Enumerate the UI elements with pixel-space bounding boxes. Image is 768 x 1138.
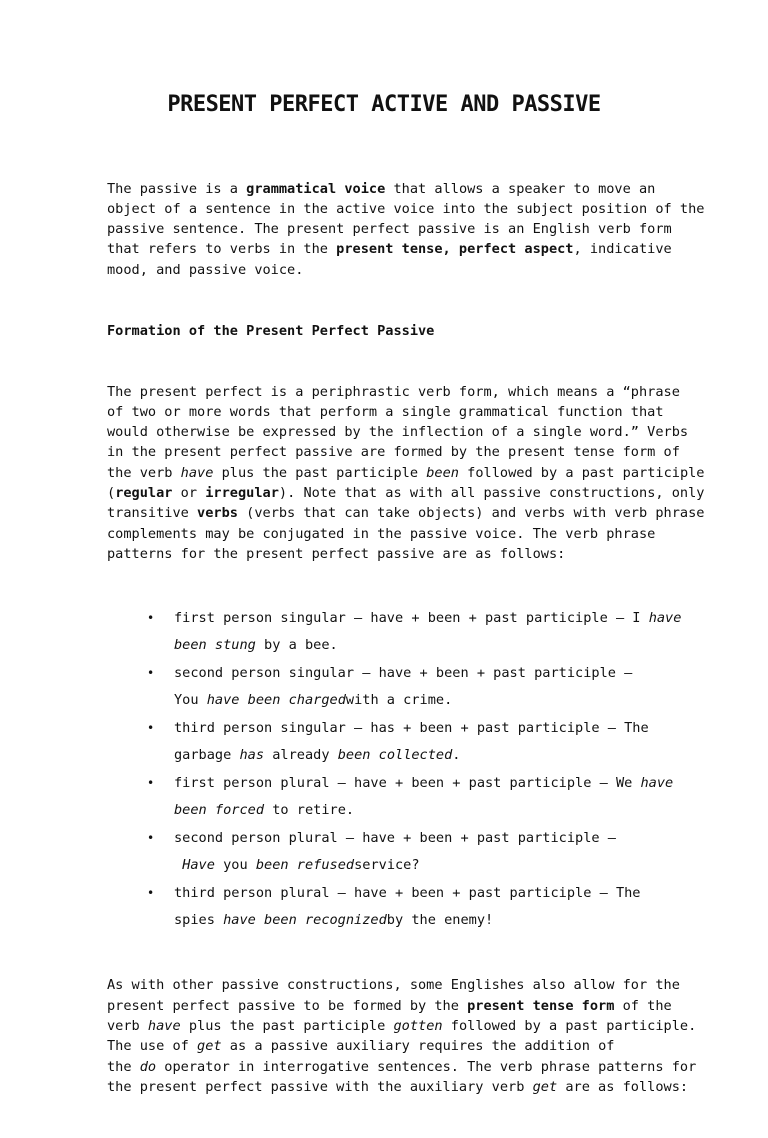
text-run: passive sentence. The present perfect passive is an English verb form — [107, 221, 672, 238]
bullet-icon: • — [147, 775, 155, 790]
closing-line — [107, 1077, 689, 1097]
text-run: are as follows: — [557, 1078, 689, 1095]
closing-line — [107, 1016, 697, 1036]
list-item — [107, 880, 667, 935]
closing-line — [107, 1057, 697, 1077]
bullet-icon: • — [147, 885, 155, 900]
list-item-line — [174, 742, 667, 770]
formation-paragraph — [107, 382, 705, 565]
section-heading: Formation of the Present Perfect Passive — [107, 322, 435, 339]
text-run: been forced — [174, 802, 265, 819]
list-item — [107, 825, 667, 880]
formation-line — [107, 503, 705, 523]
intro-line — [107, 260, 667, 280]
list-item-line — [174, 605, 682, 633]
text-run: grammatical voice — [246, 180, 386, 197]
closing-line — [107, 1036, 667, 1056]
text-run: third person singular – has + been + past participle – The — [174, 719, 649, 736]
text-run: patterns for the present perfect passive are as follows: — [107, 545, 566, 562]
text-run: operator in interrogative sentences. The verb phrase patterns for — [156, 1058, 697, 1075]
formation-line — [107, 524, 667, 544]
text-run: been stung — [174, 637, 256, 654]
text-run: been collected — [337, 747, 453, 764]
text-run: mood, and passive voice. — [107, 261, 304, 278]
verb-pattern-list — [107, 605, 682, 935]
formation-line — [107, 442, 680, 462]
text-run: the present perfect passive with the auxiliary verb — [107, 1078, 533, 1095]
formation-line — [107, 544, 667, 564]
text-run: second person plural – have + been + past participle – — [174, 829, 616, 846]
text-run: plus the past participle — [213, 464, 427, 481]
text-run: have been recognized — [223, 912, 387, 929]
closing-paragraph — [107, 975, 697, 1097]
text-run: ). Note that as with all passive constructions, only — [278, 485, 705, 502]
text-run: you — [214, 857, 256, 874]
list-item — [107, 605, 682, 660]
text-run: by a bee. — [255, 637, 338, 654]
text-run: plus the past participle — [180, 1018, 394, 1035]
text-run: garbage — [174, 747, 240, 764]
text-run: present tense form — [467, 997, 615, 1014]
list-item — [107, 660, 667, 715]
text-run: You — [174, 692, 207, 709]
list-item — [107, 715, 667, 770]
list-item-line — [174, 797, 667, 825]
text-run: The passive is a — [107, 180, 247, 197]
text-run: that refers to verbs in the — [107, 241, 337, 258]
list-item-line — [174, 770, 674, 798]
formation-line — [107, 483, 705, 503]
intro-paragraph — [107, 179, 705, 280]
text-run: service? — [354, 857, 420, 874]
text-run: in the present perfect passive are formed by the present tense form of — [107, 444, 680, 461]
text-run: ( — [107, 485, 116, 502]
bullet-icon: • — [147, 720, 155, 735]
formation-line — [107, 382, 680, 402]
text-run: present perfect passive to be formed by the — [107, 997, 468, 1014]
text-run: transitive — [107, 505, 198, 522]
text-run: have — [648, 609, 682, 626]
intro-line — [107, 179, 667, 199]
closing-line — [107, 975, 680, 995]
text-run: verbs — [197, 505, 238, 522]
text-run: with a crime. — [345, 692, 453, 709]
text-run: gotten — [393, 1018, 443, 1035]
text-run: by the enemy! — [386, 912, 494, 929]
intro-line — [107, 199, 705, 219]
text-run: irregular — [205, 485, 279, 502]
document-body — [107, 138, 705, 1138]
text-run: of two or more words that perform a single grammatical function that — [107, 403, 664, 420]
text-run: have — [180, 464, 214, 481]
text-run: have been charged — [206, 692, 346, 709]
closing-line — [107, 996, 672, 1016]
text-run: already — [264, 747, 338, 764]
text-run: The present perfect is a periphrastic verb form, which means a “phrase — [107, 383, 680, 400]
text-run: get — [197, 1038, 222, 1055]
text-run: As with other passive constructions, some Englishes also allow for the — [107, 977, 680, 994]
text-run: first person singular – have + been + past participle – I — [174, 609, 649, 626]
text-run: first person plural – have + been + past participle – We — [174, 774, 641, 791]
text-run: . — [452, 747, 461, 764]
list-item-line — [174, 715, 667, 743]
text-run: regular — [115, 485, 173, 502]
formation-line — [107, 463, 705, 483]
bullet-icon: • — [147, 665, 155, 680]
text-run: verb — [107, 1018, 148, 1035]
text-run: as a passive auxiliary requires the addition of — [221, 1038, 615, 1055]
text-run: (verbs that can take objects) and verbs with verb phrase — [237, 505, 705, 522]
list-item — [107, 770, 674, 825]
text-run: followed by a past participle — [458, 464, 705, 481]
text-run: get — [532, 1078, 558, 1095]
text-run: do — [139, 1058, 157, 1075]
text-run: has — [239, 747, 265, 764]
text-run: third person plural – have + been + past participle – The — [174, 884, 641, 901]
text-run: the verb — [107, 464, 181, 481]
text-run: , indicative — [573, 241, 672, 258]
text-run: of the — [614, 997, 672, 1014]
text-run: to retire. — [264, 802, 355, 819]
text-run: been refused — [255, 857, 355, 874]
text-run: followed by a past participle. — [442, 1018, 697, 1035]
text-run: have — [640, 774, 674, 791]
text-run: second person singular – have + been + past participle – — [174, 664, 633, 681]
list-item-line — [174, 660, 667, 688]
list-item-line — [174, 825, 667, 853]
bullet-icon: • — [147, 830, 155, 845]
list-item-line — [174, 852, 667, 880]
list-item-line — [174, 880, 667, 908]
text-run: present tense, perfect aspect — [336, 241, 574, 258]
page-title: PRESENT PERFECT ACTIVE AND PASSIVE — [167, 92, 601, 117]
text-run: The use of — [107, 1038, 198, 1055]
text-run — [174, 857, 182, 873]
intro-line — [107, 219, 672, 239]
text-run: spies — [174, 912, 224, 929]
text-run: complements may be conjugated in the passive voice. The verb phrase — [107, 525, 656, 542]
bullet-icon: • — [147, 610, 155, 625]
text-run: or — [172, 485, 206, 502]
text-run: would otherwise be expressed by the inflection of a single word.” Verbs — [107, 424, 689, 441]
text-run: been — [426, 464, 459, 481]
list-item-line — [174, 907, 667, 935]
list-item-line — [174, 632, 667, 660]
text-run: the — [107, 1058, 140, 1075]
formation-line — [107, 402, 667, 422]
text-run: Have — [182, 857, 215, 874]
text-run: have — [147, 1018, 181, 1035]
text-run: that allows a speaker to move an — [385, 180, 656, 197]
intro-line — [107, 239, 672, 259]
formation-line — [107, 422, 689, 442]
text-run: object of a sentence in the active voice into the subject position of the — [107, 200, 705, 217]
list-item-line — [174, 687, 667, 715]
